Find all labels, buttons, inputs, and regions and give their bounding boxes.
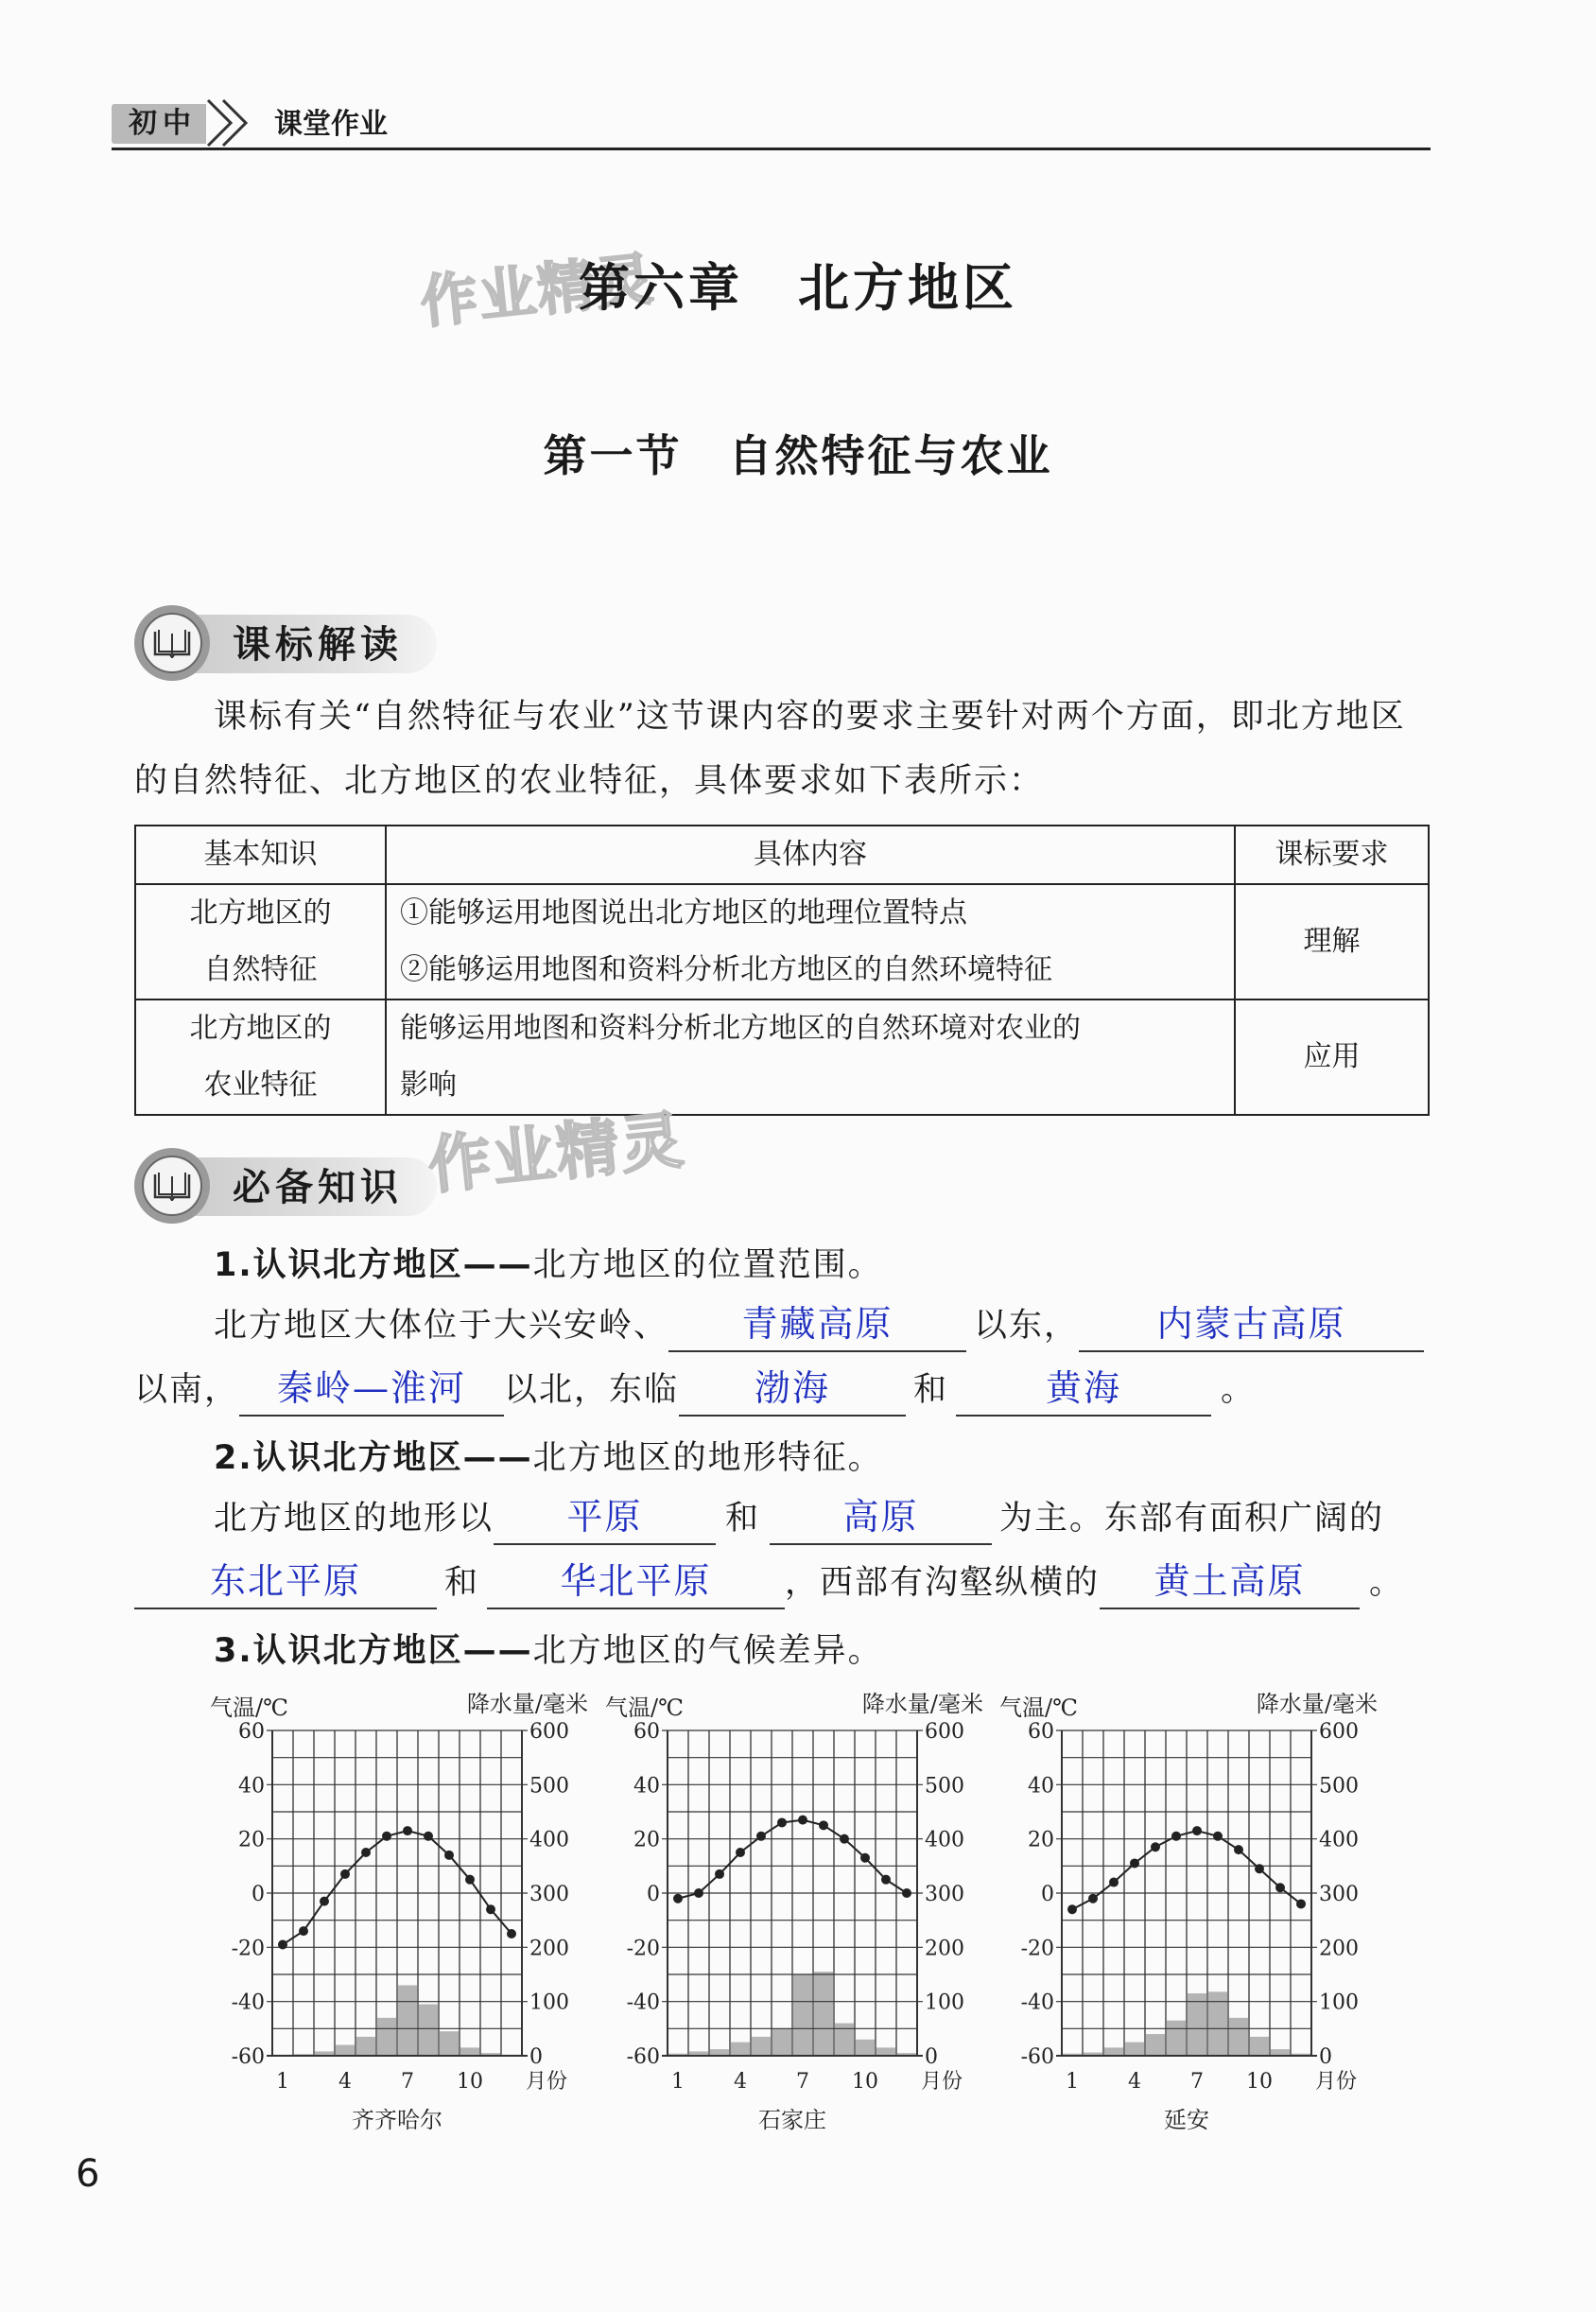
temperature-point xyxy=(1130,1858,1139,1868)
temperature-point xyxy=(881,1875,891,1885)
temperature-point xyxy=(860,1853,870,1863)
temperature-point xyxy=(1213,1832,1223,1841)
right-tick-label: 300 xyxy=(1319,1883,1359,1906)
precipitation-bar xyxy=(419,2005,438,2056)
temperature-point xyxy=(1067,1904,1077,1914)
level-cell: 理解 xyxy=(1235,884,1429,1000)
right-tick-label: 0 xyxy=(925,2045,938,2069)
temperature-point xyxy=(715,1869,724,1879)
precipitation-bar xyxy=(377,2018,396,2056)
temperature-point xyxy=(1296,1899,1306,1908)
right-tick-label: 100 xyxy=(1319,1990,1359,2015)
temperature-point xyxy=(819,1820,828,1830)
chart-title: 延安 xyxy=(1164,2107,1209,2133)
right-tick-label: 0 xyxy=(529,2045,543,2069)
left-tick-label: -20 xyxy=(626,1937,660,1961)
topic-cell: 北方地区的 农业特征 xyxy=(135,1000,386,1115)
precipitation-bar xyxy=(1104,2047,1123,2056)
grade-label: 初中 xyxy=(112,104,206,144)
watermark: 作业精灵 xyxy=(417,246,658,337)
left-tick-label: 20 xyxy=(238,1828,265,1852)
x-tick-label: 1 xyxy=(276,2070,289,2094)
header-cell: 基本知识 xyxy=(135,826,386,884)
temperature-point xyxy=(1275,1883,1285,1892)
x-axis-title: 月份 xyxy=(921,2070,963,2094)
left-tick-label: 20 xyxy=(633,1828,660,1852)
header-rule xyxy=(112,148,1431,150)
chart-svg xyxy=(605,1689,983,2181)
temperature-point xyxy=(465,1875,475,1885)
right-tick-label: 100 xyxy=(925,1990,964,2015)
x-tick-label: 4 xyxy=(1128,2070,1141,2094)
table-header-row xyxy=(135,826,1429,884)
temperature-point xyxy=(340,1869,350,1879)
precipitation-bar xyxy=(460,2047,479,2056)
right-tick-label: 300 xyxy=(529,1883,569,1906)
x-tick-label: 1 xyxy=(671,2070,685,2094)
knowledge-line: 北方地区的地形以 平原 和 高原 为主。东部有面积广阔的 xyxy=(214,1490,1384,1545)
left-tick-label: -60 xyxy=(1020,2045,1054,2069)
answer-blank: 东北平原 xyxy=(134,1555,437,1609)
x-tick-label: 4 xyxy=(338,2070,352,2094)
level-cell: 应用 xyxy=(1235,1000,1429,1115)
answer-blank: 内蒙古高原 xyxy=(1079,1297,1424,1352)
temperature-point xyxy=(444,1851,454,1860)
left-tick-label: 60 xyxy=(238,1720,265,1744)
knowledge-badge xyxy=(134,1148,446,1226)
x-tick-label: 10 xyxy=(1246,2070,1273,2094)
temperature-point xyxy=(777,1817,787,1827)
x-axis-title: 月份 xyxy=(526,2070,568,2094)
right-tick-label: 200 xyxy=(1319,1937,1359,1961)
right-tick-label: 200 xyxy=(925,1937,964,1961)
badge-label: 课标解读 xyxy=(233,622,403,667)
precipitation-bar xyxy=(1167,2021,1186,2056)
knowledge-heading-1: 1.认识北方地区——北方地区的位置范围。 xyxy=(214,1246,883,1284)
right-tick-label: 400 xyxy=(925,1828,964,1852)
precipitation-bar xyxy=(356,2037,375,2056)
right-tick-label: 200 xyxy=(529,1937,569,1961)
right-tick-label: 500 xyxy=(925,1774,964,1799)
series-title: 课堂作业 xyxy=(274,108,388,141)
answer-blank: 高原 xyxy=(770,1490,992,1545)
temperature-point xyxy=(1088,1894,1098,1903)
left-tick-label: 40 xyxy=(238,1774,265,1799)
x-tick-label: 1 xyxy=(1066,2070,1079,2094)
precipitation-bar xyxy=(1188,1993,1206,2056)
precipitation-bar xyxy=(814,1972,833,2056)
precipitation-bar xyxy=(398,1985,417,2056)
right-tick-label: 0 xyxy=(1319,2045,1332,2069)
chart-svg xyxy=(999,1689,1378,2181)
temperature-point xyxy=(1109,1878,1119,1887)
temperature-point xyxy=(694,1888,703,1898)
right-tick-label: 600 xyxy=(1319,1720,1359,1744)
precipitation-bar xyxy=(440,2031,459,2056)
right-tick-label: 500 xyxy=(529,1774,569,1799)
book-icon xyxy=(153,628,191,658)
chart-title: 齐齐哈尔 xyxy=(352,2107,442,2133)
left-tick-label: -40 xyxy=(231,1990,265,2015)
left-tick-label: 0 xyxy=(1041,1883,1054,1906)
right-tick-label: 600 xyxy=(529,1720,569,1744)
knowledge-line: 北方地区大体位于大兴安岭、 青藏高原 以东， 内蒙古高原 xyxy=(214,1297,1424,1352)
page-header xyxy=(112,96,1431,149)
precipitation-bar xyxy=(876,2047,895,2056)
watermark: 作业精灵 xyxy=(425,1103,688,1203)
content-cell: 能够运用地图和资料分析北方地区的自然环境对农业的 影响 xyxy=(386,1000,1235,1115)
temperature-point xyxy=(1234,1845,1243,1854)
x-tick-label: 7 xyxy=(796,2070,809,2094)
content-cell: ①能够运用地图说出北方地区的地理位置特点 ②能够运用地图和资料分析北方地区的自然环境特征 xyxy=(386,884,1235,1000)
answer-blank: 平原 xyxy=(494,1490,716,1545)
precipitation-bar xyxy=(336,2045,355,2056)
precipitation-bar xyxy=(752,2037,771,2056)
x-tick-label: 7 xyxy=(401,2070,414,2094)
temperature-point xyxy=(1192,1826,1202,1835)
intro-paragraph: 课标有关“自然特征与农业”这节课内容的要求主要针对两个方面，即北方地区的自然特征、北方地区的农业特征，具体要求如下表所示： xyxy=(134,698,1406,800)
precipitation-bar xyxy=(710,2049,729,2056)
temperature-point xyxy=(1151,1842,1160,1851)
precipitation-bar xyxy=(1229,2018,1248,2056)
precipitation-bar xyxy=(1250,2037,1269,2056)
left-tick-label: 0 xyxy=(647,1883,660,1906)
answer-blank: 秦岭—淮河 xyxy=(239,1362,504,1417)
knowledge-heading-2: 2.认识北方地区——北方地区的地形特征。 xyxy=(214,1439,883,1477)
precipitation-bar xyxy=(731,2043,750,2056)
chart-title: 石家庄 xyxy=(758,2107,826,2133)
x-axis-title: 月份 xyxy=(1315,2070,1358,2094)
right-tick-label: 300 xyxy=(925,1883,964,1906)
knowledge-heading-3: 3.认识北方地区——北方地区的气候差异。 xyxy=(214,1632,883,1670)
header-cell: 课标要求 xyxy=(1235,826,1429,884)
left-tick-label: 0 xyxy=(252,1883,265,1906)
temperature-point xyxy=(382,1832,391,1841)
left-tick-label: -40 xyxy=(626,1990,660,2015)
temperature-point xyxy=(278,1939,287,1949)
book-icon xyxy=(153,1171,191,1201)
precipitation-bar xyxy=(1146,2034,1165,2056)
header-cell: 具体内容 xyxy=(386,826,1235,884)
chart-svg xyxy=(210,1689,588,2181)
topic-cell: 北方地区的 自然特征 xyxy=(135,884,386,1000)
temperature-point xyxy=(902,1888,911,1898)
x-tick-label: 10 xyxy=(457,2070,483,2094)
temperature-point xyxy=(1171,1832,1181,1841)
right-tick-label: 500 xyxy=(1319,1774,1359,1799)
climate-chart-qiqihar xyxy=(210,1689,588,2181)
temperature-point xyxy=(320,1897,329,1906)
temperature-point xyxy=(507,1929,516,1938)
temperature-point xyxy=(673,1894,683,1903)
x-tick-label: 7 xyxy=(1190,2070,1204,2094)
left-tick-label: -20 xyxy=(1020,1937,1054,1961)
precipitation-bar xyxy=(856,2040,875,2056)
precipitation-bar xyxy=(793,1974,812,2056)
temperature-point xyxy=(736,1848,745,1857)
right-tick-label: 600 xyxy=(925,1720,964,1744)
left-axis-title: 气温/℃ xyxy=(605,1695,684,1721)
left-axis-title: 气温/℃ xyxy=(999,1695,1078,1721)
right-axis-title: 降水量/毫米 xyxy=(466,1691,588,1717)
precipitation-bar xyxy=(1271,2049,1290,2056)
table-row xyxy=(135,884,1429,1000)
page-number: 6 xyxy=(76,2152,100,2196)
right-tick-label: 100 xyxy=(529,1990,569,2015)
temperature-point xyxy=(361,1848,371,1857)
precipitation-bar xyxy=(772,2028,791,2056)
climate-chart-shijiazhuang xyxy=(605,1689,983,2181)
knowledge-line: 东北平原 和 华北平原 ，西部有沟壑纵横的 黄土高原 。 xyxy=(134,1555,1404,1609)
answer-blank: 黄土高原 xyxy=(1100,1555,1360,1609)
left-tick-label: -20 xyxy=(231,1937,265,1961)
right-axis-title: 降水量/毫米 xyxy=(861,1691,983,1717)
left-tick-label: 40 xyxy=(633,1774,660,1799)
left-tick-label: 40 xyxy=(1028,1774,1054,1799)
left-tick-label: 60 xyxy=(633,1720,660,1744)
right-axis-title: 降水量/毫米 xyxy=(1256,1691,1378,1717)
knowledge-line: 以南， 秦岭—淮河 以北，东临 渤海 和 黄海 。 xyxy=(134,1362,1256,1417)
curriculum-table xyxy=(134,825,1430,1116)
left-tick-label: -60 xyxy=(626,2045,660,2069)
curriculum-badge xyxy=(134,605,446,683)
right-tick-label: 400 xyxy=(1319,1828,1359,1852)
left-tick-label: -60 xyxy=(231,2045,265,2069)
precipitation-bar xyxy=(1125,2043,1144,2056)
temperature-point xyxy=(840,1834,849,1844)
section-title: 第一节 自然特征与农业 xyxy=(543,430,1053,481)
x-tick-label: 4 xyxy=(734,2070,747,2094)
answer-blank: 华北平原 xyxy=(487,1555,785,1609)
x-tick-label: 10 xyxy=(852,2070,878,2094)
temperature-point xyxy=(424,1832,433,1841)
right-tick-label: 400 xyxy=(529,1828,569,1852)
chevron-icon xyxy=(202,96,259,149)
temperature-point xyxy=(1255,1864,1264,1873)
left-axis-title: 气温/℃ xyxy=(210,1695,288,1721)
answer-blank: 黄海 xyxy=(956,1362,1211,1417)
climate-chart-yanan xyxy=(999,1689,1378,2181)
badge-label: 必备知识 xyxy=(233,1165,403,1209)
table-row xyxy=(135,1000,1429,1115)
temperature-point xyxy=(798,1816,807,1825)
left-tick-label: 60 xyxy=(1028,1720,1054,1744)
temperature-point xyxy=(403,1826,412,1835)
answer-blank: 青藏高原 xyxy=(668,1297,966,1352)
answer-blank: 渤海 xyxy=(679,1362,906,1417)
temperature-point xyxy=(486,1904,495,1914)
left-tick-label: 20 xyxy=(1028,1828,1054,1852)
left-tick-label: -40 xyxy=(1020,1990,1054,2015)
chapter-title: 第六章 北方地区 xyxy=(579,257,1017,318)
temperature-point xyxy=(756,1832,766,1841)
temperature-point xyxy=(299,1926,308,1936)
